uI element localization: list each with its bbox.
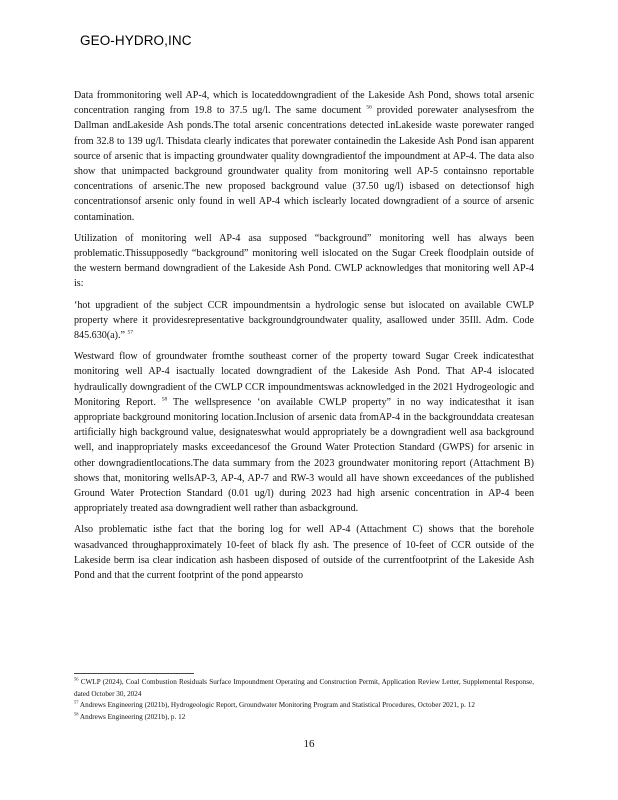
footnote	[74, 677, 534, 700]
footnote-text: Andrews Engineering (2021b), Hydrogeologic Report, Groundwater Monitoring Program and Statistical Procedures, October 2021, p. 12	[79, 701, 475, 709]
paragraph-text: Westward flow of groundwater fromthe southeast corner of the property toward Sugar Creek indicatesthat monitoring well AP-4 isactually located downgradient of the Lakeside Ash Pond. That AP-4 islocated hydraulically downgradient of the CWLP CCR impoundmentswas acknowledged in the 2021 Hydrogeologic and Monitoring Report.	[74, 351, 534, 408]
company-header: GEO-HYDRO,INC	[80, 33, 192, 48]
paragraph-text: Data frommonitoring well AP-4, which is locateddowngradient of the Lakeside Ash Pond, shows total arsenic concentration ranging from 19.8 to 37.5 ug/l. The same document	[74, 90, 534, 117]
page-number: 16	[303, 738, 315, 750]
paragraph-text: provided porewater analysesfrom the Dallman andLakeside Ash ponds.The total arsenic concentrations detected inLakeside waste porewater ranged from 32.8 to 139 ug/l. Thisdata clearly indicates that porewater containedin the Lakeside Ash Pond isan apparent source of arsenic that is impacting groundwater quality downgradientof the impoundment at AP-4. The data also show that unimpacted background groundwater quality from monitoring well AP-5 containsno reportable concentrations of arsenic.The new proposed background value (37.50 ug/l) isbased on detectionsof high concentrationsof arsenic only found in well AP-4 which isclearly located downgradient of a source of arsenic contamination.	[74, 105, 534, 223]
footnotes	[74, 677, 534, 723]
paragraph-westward-flow	[74, 349, 534, 516]
footnote-ref: 56	[366, 104, 372, 111]
footnote-number: 56	[74, 676, 79, 682]
paragraph-text: Also problematic isthe fact that the boring log for well AP-4 (Attachment C) shows that the borehole wasadvanced throughapproximately 10-feet of black fly ash. The presence of 10-feet of CCR outside of the Lakeside berm isa clear indication ash hasbeen disposed of outside of the currentfootprint of the Lakeside Ash Pond and that the current footprint of the pond appearsto	[74, 524, 534, 582]
block-quote	[74, 298, 534, 344]
footnote-number: 57	[74, 699, 79, 705]
paragraph-text: Utilization of monitoring well AP-4 asa supposed “background” monitoring well has always been problematic.Thissupposedly “background” monitoring well islocated on the Sugar Creek floodplain outside of the western bermand downgradient of the Lakeside Ash Pond. CWLP acknowledges that monitoring well AP-4 is:	[74, 232, 534, 290]
paragraph-arsenic-ap4	[74, 88, 534, 225]
footnote-number: 58	[74, 711, 79, 717]
footnote-ref: 57	[127, 329, 134, 336]
footnote-text: Andrews Engineering (2021b), p. 12	[79, 712, 186, 721]
footnote	[74, 712, 534, 724]
document-body	[74, 88, 534, 589]
footnote-ref: 58	[161, 396, 168, 403]
paragraph-background-well	[74, 231, 534, 292]
footnote-text: CWLP (2024), Coal Combustion Residuals Surface Impoundment Operating and Construction Permit, Application Review Letter, Supplemental Response, dated October 30, 2024	[74, 678, 535, 698]
paragraph-boring-log	[74, 522, 534, 583]
paragraph-text: The wellspresence ‘on available CWLP property” in no way indicatesthat it isan appropriate background monitoring location.Inclusion of arsenic data fromAP-4 in the backgrounddata createsan artificially high background value, designateswhat would appropriately be a downgradient well asa background well, and inappropriately masks exceedancesof the Ground Water Protection Standard (GWPS) for arsenic in other downgradientlocations.The data summary from the 2023 groundwater monitoring report (Attachment B) shows that, monitoring wellsAP-3, AP-4, AP-7 and RW-3 would all have shown exceedances of the published Ground Water Protection Standard (0.01 ug/l) during 2023 had high arsenic concentration in AP-4 been appropriately treated asa downgradient well rather than asbackground.	[74, 396, 534, 515]
quote-text: ‘hot upgradient of the subject CCR impoundmentsin a hydrologic sense but islocated on available CWLP property where it providesrepresentative backgroundgroundwater quality, asallowed under 35Ill. Adm. Code 845.630(a).”	[74, 299, 534, 342]
footnote	[74, 700, 534, 712]
footnote-divider	[74, 673, 194, 674]
